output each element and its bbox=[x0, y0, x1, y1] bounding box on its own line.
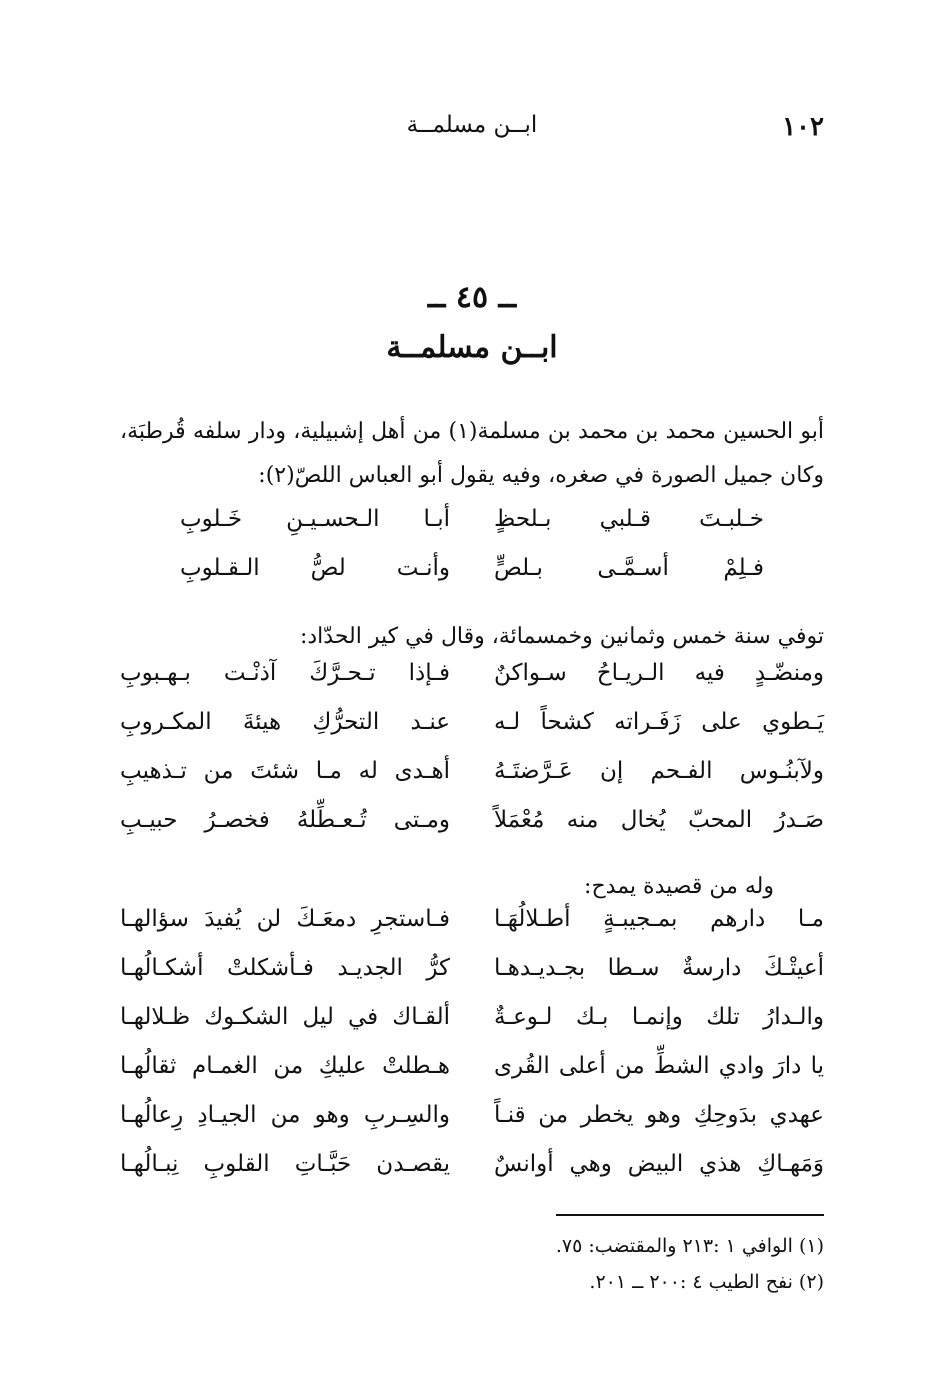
verse bbox=[120, 660, 824, 709]
verse-second-hemistich: عنـد التحرُّكِ هيئةَ المكـروبِ bbox=[120, 709, 450, 735]
verse-first-hemistich: أعيتْـكَ دارسةٌ سـطا بجـديـدهـا bbox=[494, 955, 824, 981]
page-number: ١٠٢ bbox=[782, 112, 824, 142]
verse-first-hemistich: يَـطوي على زَفَـراته كشحاً لـه bbox=[494, 709, 824, 735]
poem-3 bbox=[120, 906, 824, 1200]
verse-second-hemistich: ومـتى تُـعـطِّلهُ فخصـرُ حبيـبِ bbox=[120, 807, 450, 833]
entry-number: ــ ٤٥ ــ bbox=[427, 280, 517, 315]
poem-1 bbox=[120, 506, 824, 604]
verse bbox=[120, 758, 824, 807]
footnote: (٢) نفح الطيب ٤ :٢٠٠ ــ ٢٠١. bbox=[589, 1271, 824, 1293]
verse-second-hemistich: وأنـت لصُّ الـقـلوبِ bbox=[180, 555, 450, 581]
verse-second-hemistich: والسِـربِ وهو من الجيـادِ رِعالُهـا bbox=[120, 1102, 450, 1128]
verse bbox=[120, 1053, 824, 1102]
biography-paragraph: أبو الحسين محمد بن محمد بن مسلمة(١) من أهل إشبيلية، ودار سلفه قُرطبَة، وكان جميل الصورة في صغره، وفيه يقول أبو العباس اللصّ(٢): bbox=[120, 419, 824, 488]
verse bbox=[120, 955, 824, 1004]
verse bbox=[120, 1151, 824, 1200]
verse-second-hemistich: هـطلتْ عليكِ من الغمـام ثقالُهـا bbox=[120, 1053, 450, 1079]
verse bbox=[120, 1004, 824, 1053]
verse-first-hemistich: يا دارَ وادي الشطِّ من أعلى القُرى bbox=[494, 1053, 824, 1079]
verse-second-hemistich: فـاستجرِ دمعَـكَ لن يُفيدَ سؤالهـا bbox=[120, 906, 450, 932]
verse-first-hemistich: ومنضّـدٍ فيه الـريـاحُ سـواكنٌ bbox=[494, 660, 824, 686]
death-note-paragraph: توفي سنة خمس وثمانين وخمسمائة، وقال في كير الحدّاد: bbox=[299, 624, 824, 649]
verse-second-hemistich: يقصـدن حَبَّـاتِ القلوبِ نِبـالُهـا bbox=[120, 1151, 450, 1177]
verse-first-hemistich: خـلبـتَ قـلبي بـلحظٍ bbox=[494, 506, 764, 532]
verse-first-hemistich: مـا دارهم بمـجيبـةٍ أطـلالُهَـا bbox=[494, 906, 824, 932]
verse-second-hemistich: ألقـاك في ليل الشكـوك ظـلالهـا bbox=[120, 1004, 450, 1030]
verse bbox=[120, 1102, 824, 1151]
entry-title: ابــن مسلمــة bbox=[386, 330, 558, 365]
poem-3-intro: وله من قصيدة يمدح: bbox=[584, 874, 774, 899]
verse-first-hemistich: ولآبنُـوس الفـحم إن عَـرَّضتَـهُ bbox=[494, 758, 824, 784]
footnote-divider bbox=[556, 1214, 824, 1216]
verse bbox=[120, 555, 824, 604]
verse bbox=[120, 906, 824, 955]
verse bbox=[120, 506, 824, 555]
verse-first-hemistich: عهدي بدَوحِكِ وهو يخطر من قنـاً bbox=[494, 1102, 824, 1128]
footnotes bbox=[120, 1228, 824, 1300]
verse-second-hemistich: أبـا الـحسـيـنِ خَـلوبِ bbox=[180, 506, 450, 532]
page-header bbox=[120, 112, 824, 152]
verse-first-hemistich: فـلِمْ أسـمَّـى بـلصٍّ bbox=[494, 555, 764, 581]
verse-first-hemistich: صَـدرُ المحبّ يُخال منه مُعْمَلاً bbox=[494, 807, 824, 833]
verse-first-hemistich: والـدارُ تلك وإنمـا بـك لـوعـةٌ bbox=[494, 1004, 824, 1030]
verse-second-hemistich: فـإذا تـحـرَّكَ آذنْـت بـهـبوبِ bbox=[120, 660, 450, 686]
verse-first-hemistich: وَمَهـاكِ هذي البيض وهي أوانسٌ bbox=[494, 1151, 824, 1177]
verse-second-hemistich: أهـدى له مـا شئتَ من تـذهيبِ bbox=[120, 758, 450, 784]
footnote: (١) الوافي ١ :٢١٣ والمقتضب: ٧٥. bbox=[555, 1235, 824, 1257]
verse-second-hemistich: كرُّ الجديـد فـأشكلتْ أشكـالُهـا bbox=[120, 955, 450, 981]
verse bbox=[120, 807, 824, 856]
running-title: ابــن مسلمــة bbox=[406, 112, 538, 138]
verse bbox=[120, 709, 824, 758]
poem-2 bbox=[120, 660, 824, 856]
